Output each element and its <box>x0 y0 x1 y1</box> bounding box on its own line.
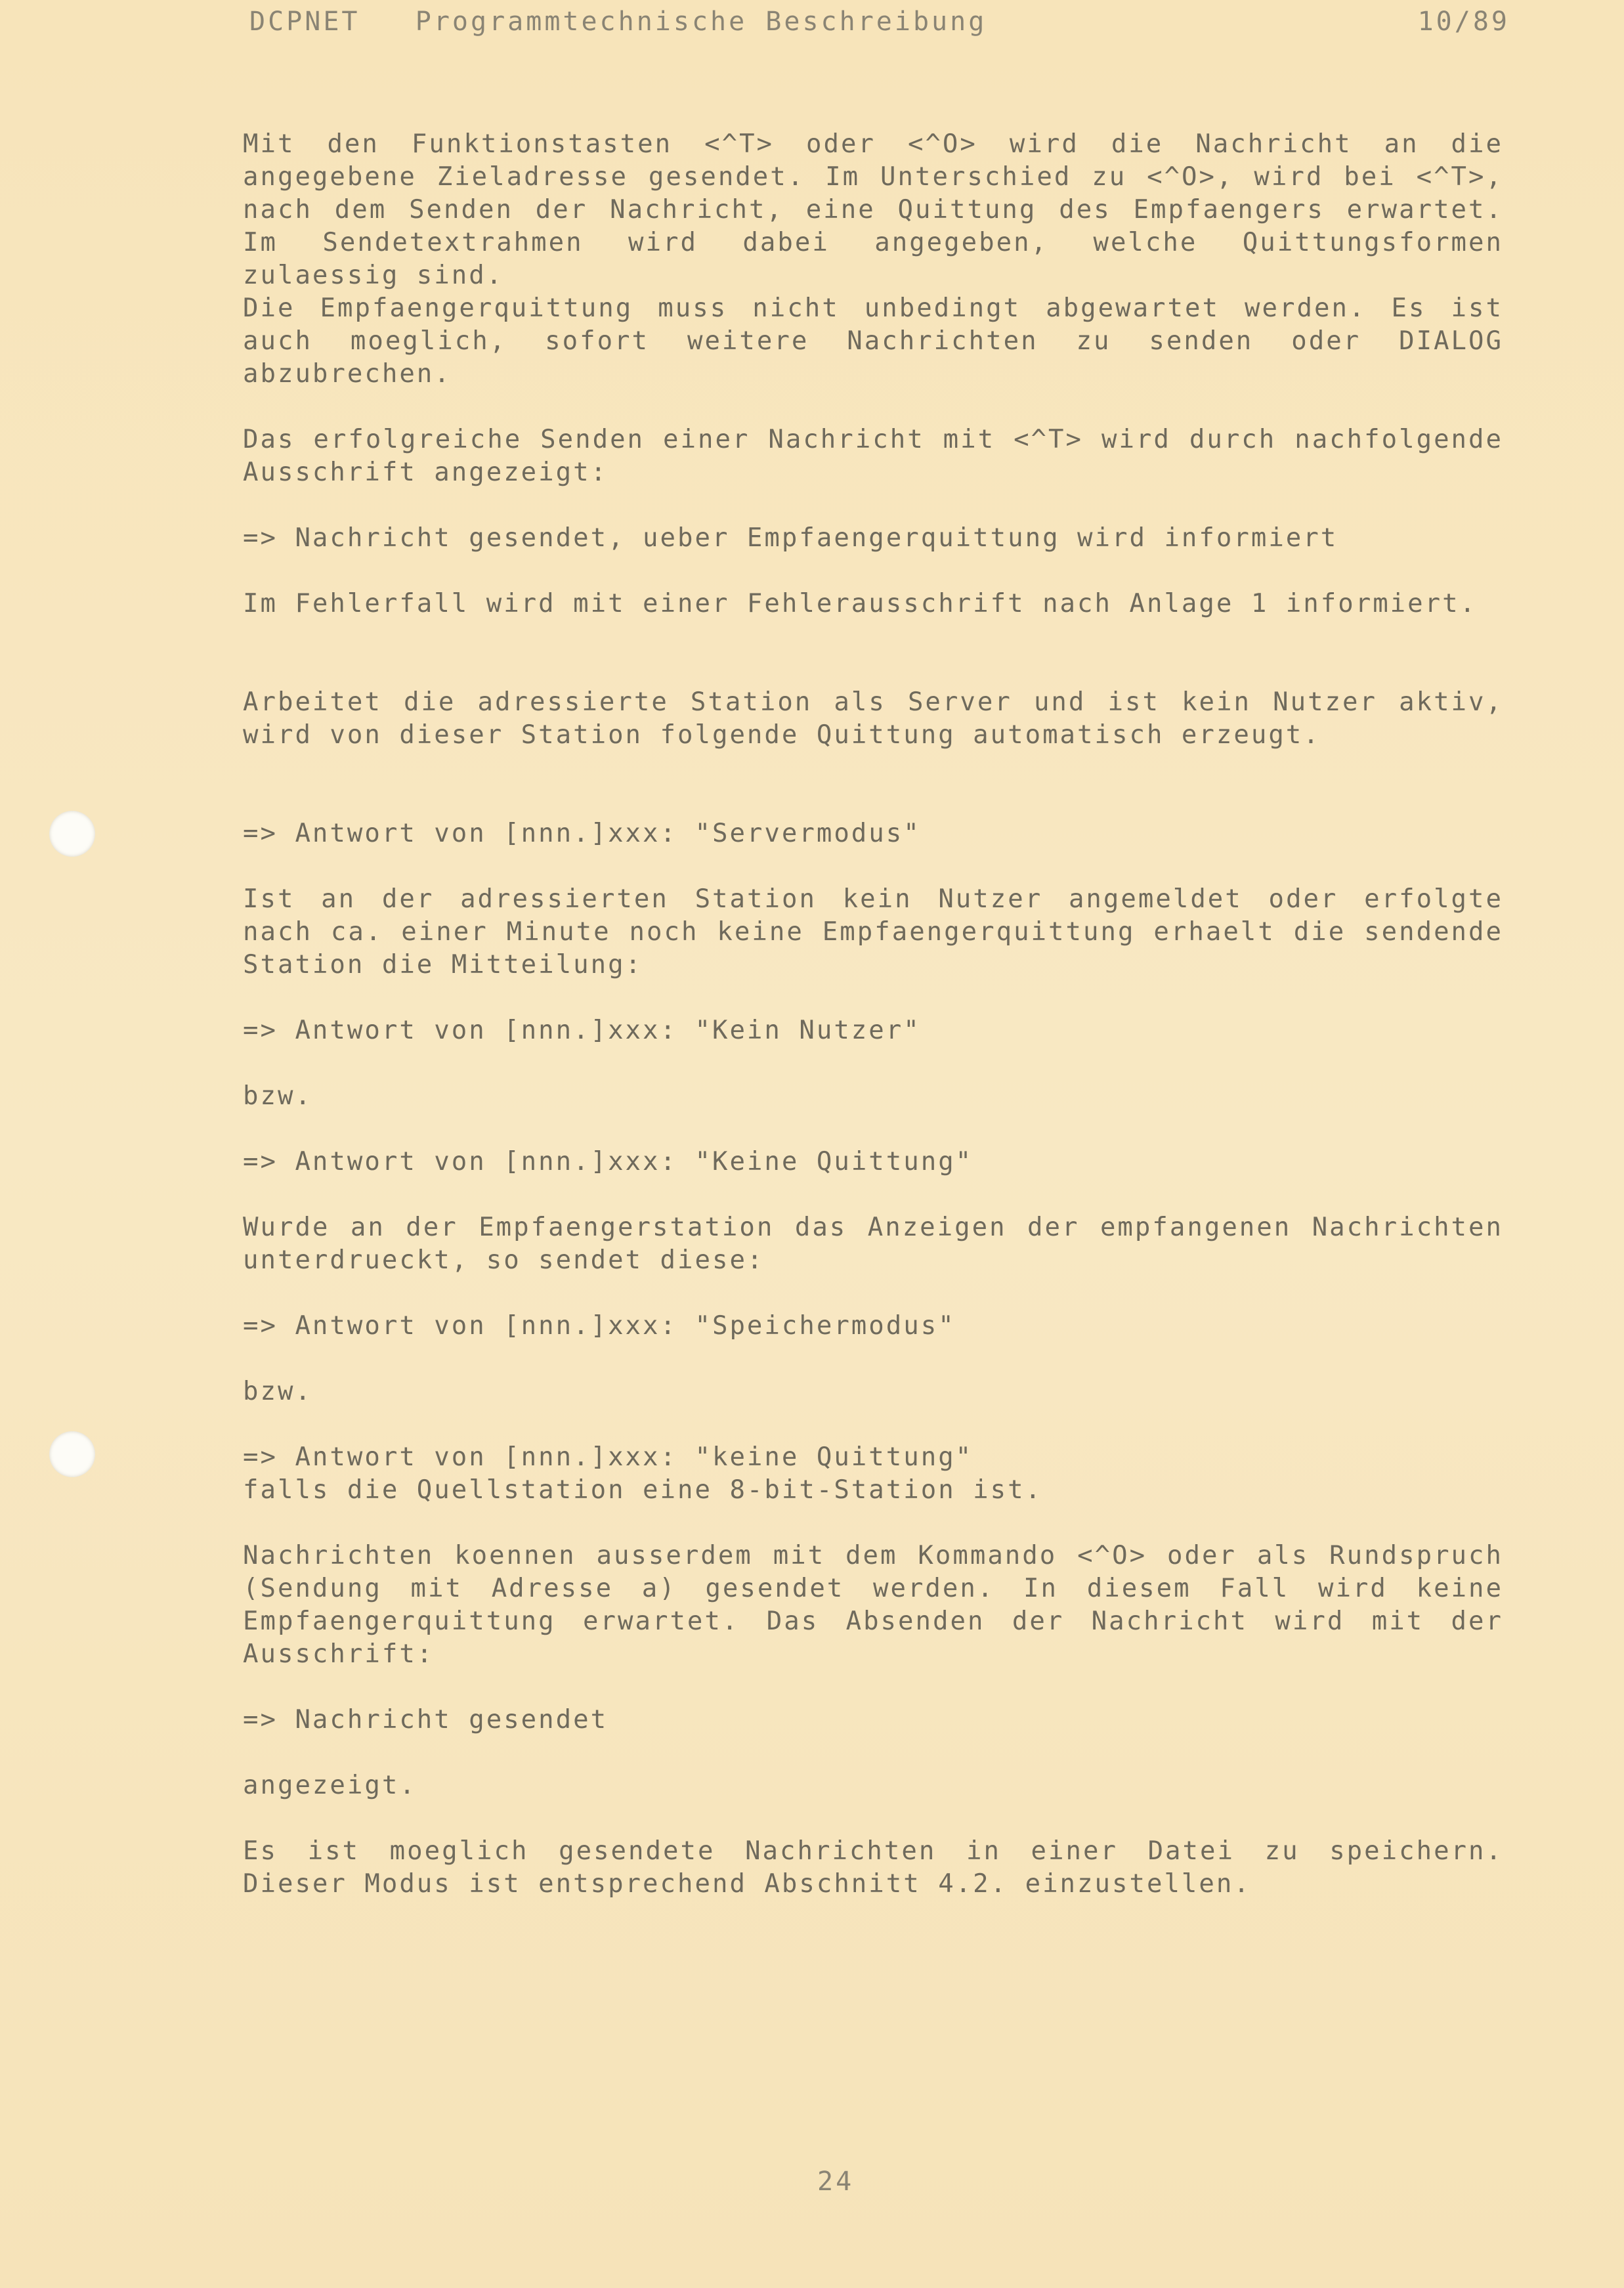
paragraph-function-keys <box>243 128 1503 292</box>
paragraph-text: Nachrichten koennen ausserdem mit dem Kommando <^O> oder als Rundspruch (Sendung mit Adresse a) gesendet werden. In diesem Fall wird keine Empfaengerquittung erwartet. Das Absenden der Nachricht wird mit der Ausschrift: <box>243 1541 1503 1669</box>
message-line: => Nachricht gesendet <box>243 1705 609 1735</box>
paragraph-successful-send <box>243 423 1503 489</box>
message-line: bzw. <box>243 1377 312 1406</box>
message-servermodus <box>243 817 1503 850</box>
paragraph-text: Die Empfaengerquittung muss nicht unbedingt abgewartet werden. Es ist auch moeglich, sofort weitere Nachrichten zu senden oder DIALOG abzubrechen. <box>243 293 1503 389</box>
paragraph-error-case <box>243 588 1503 620</box>
text-bzw-1 <box>243 1080 1503 1113</box>
message-sent-info <box>243 522 1503 555</box>
message-line: => Antwort von [nnn.]xxx: "Keine Quittung" <box>243 1147 973 1176</box>
paragraph-no-user <box>243 883 1503 982</box>
message-speichermodus <box>243 1310 1503 1343</box>
message-line: => Antwort von [nnn.]xxx: "Servermodus" <box>243 819 921 848</box>
paragraph-suppressed-display <box>243 1211 1503 1277</box>
text-bzw-2 <box>243 1375 1503 1408</box>
message-kein-nutzer <box>243 1014 1503 1047</box>
paragraph-text: Ist an der adressierten Station kein Nutzer angemeldet oder erfolgte nach ca. einer Minute noch keine Empfaengerquittung erhaelt die sendende Station die Mitteilung: <box>243 884 1503 980</box>
paragraph-text: Arbeitet die adressierte Station als Server und ist kein Nutzer aktiv, wird von dieser Station folgende Quittung automatisch erzeugt. <box>243 687 1503 750</box>
paragraph-text: Es ist moeglich gesendete Nachrichten in einer Datei zu speichern. Dieser Modus ist entsprechend Abschnitt 4.2. einzustellen. <box>243 1836 1503 1899</box>
page-number: 24 <box>817 2167 855 2197</box>
header-doc-number: 10/89 <box>1417 7 1510 37</box>
paragraph-text: Wurde an der Empfaengerstation das Anzeigen der empfangenen Nachrichten unterdrueckt, so sendet diese: <box>243 1213 1503 1275</box>
punch-hole-bottom <box>49 1431 95 1477</box>
message-nachricht-gesendet <box>243 1704 1503 1737</box>
message-line: falls die Quellstation eine 8-bit-Station ist. <box>243 1475 1043 1505</box>
punch-hole-top <box>49 811 95 857</box>
message-line: bzw. <box>243 1081 312 1111</box>
message-line: angezeigt. <box>243 1771 417 1800</box>
header-title: DCPNET Programmtechnische Beschreibung <box>249 7 987 37</box>
message-keine-quittung <box>243 1146 1503 1178</box>
message-line: => Antwort von [nnn.]xxx: "keine Quittung" <box>243 1442 973 1472</box>
message-keine-quittung-8bit <box>243 1441 1503 1507</box>
paragraph-save-to-file <box>243 1835 1503 1901</box>
paragraph-receiver-ack <box>243 292 1503 391</box>
paragraph-text: Das erfolgreiche Senden einer Nachricht mit <^T> wird durch nachfolgende Ausschrift angezeigt: <box>243 425 1503 487</box>
page-header <box>249 7 1510 46</box>
message-line: => Antwort von [nnn.]xxx: "Kein Nutzer" <box>243 1016 921 1045</box>
paragraph-server-mode <box>243 686 1503 752</box>
message-line: => Nachricht gesendet, ueber Empfaengerquittung wird informiert <box>243 523 1338 553</box>
text-angezeigt <box>243 1769 1503 1802</box>
paragraph-text: Im Fehlerfall wird mit einer Fehlerausschrift nach Anlage 1 informiert. <box>243 589 1478 618</box>
paragraph-text: Mit den Funktionstasten <^T> oder <^O> wird die Nachricht an die angegebene Zieladresse gesendet. Im Unterschied zu <^O>, wird bei <^T>, nach dem Senden der Nachricht, eine Quittung des Empfaengers erwartet. Im Sendetextrahmen wird dabei angegeben, welche Quittungsformen zulaessig sind. <box>243 129 1503 290</box>
message-line: => Antwort von [nnn.]xxx: "Speichermodus" <box>243 1311 956 1341</box>
paragraph-broadcast <box>243 1540 1503 1671</box>
